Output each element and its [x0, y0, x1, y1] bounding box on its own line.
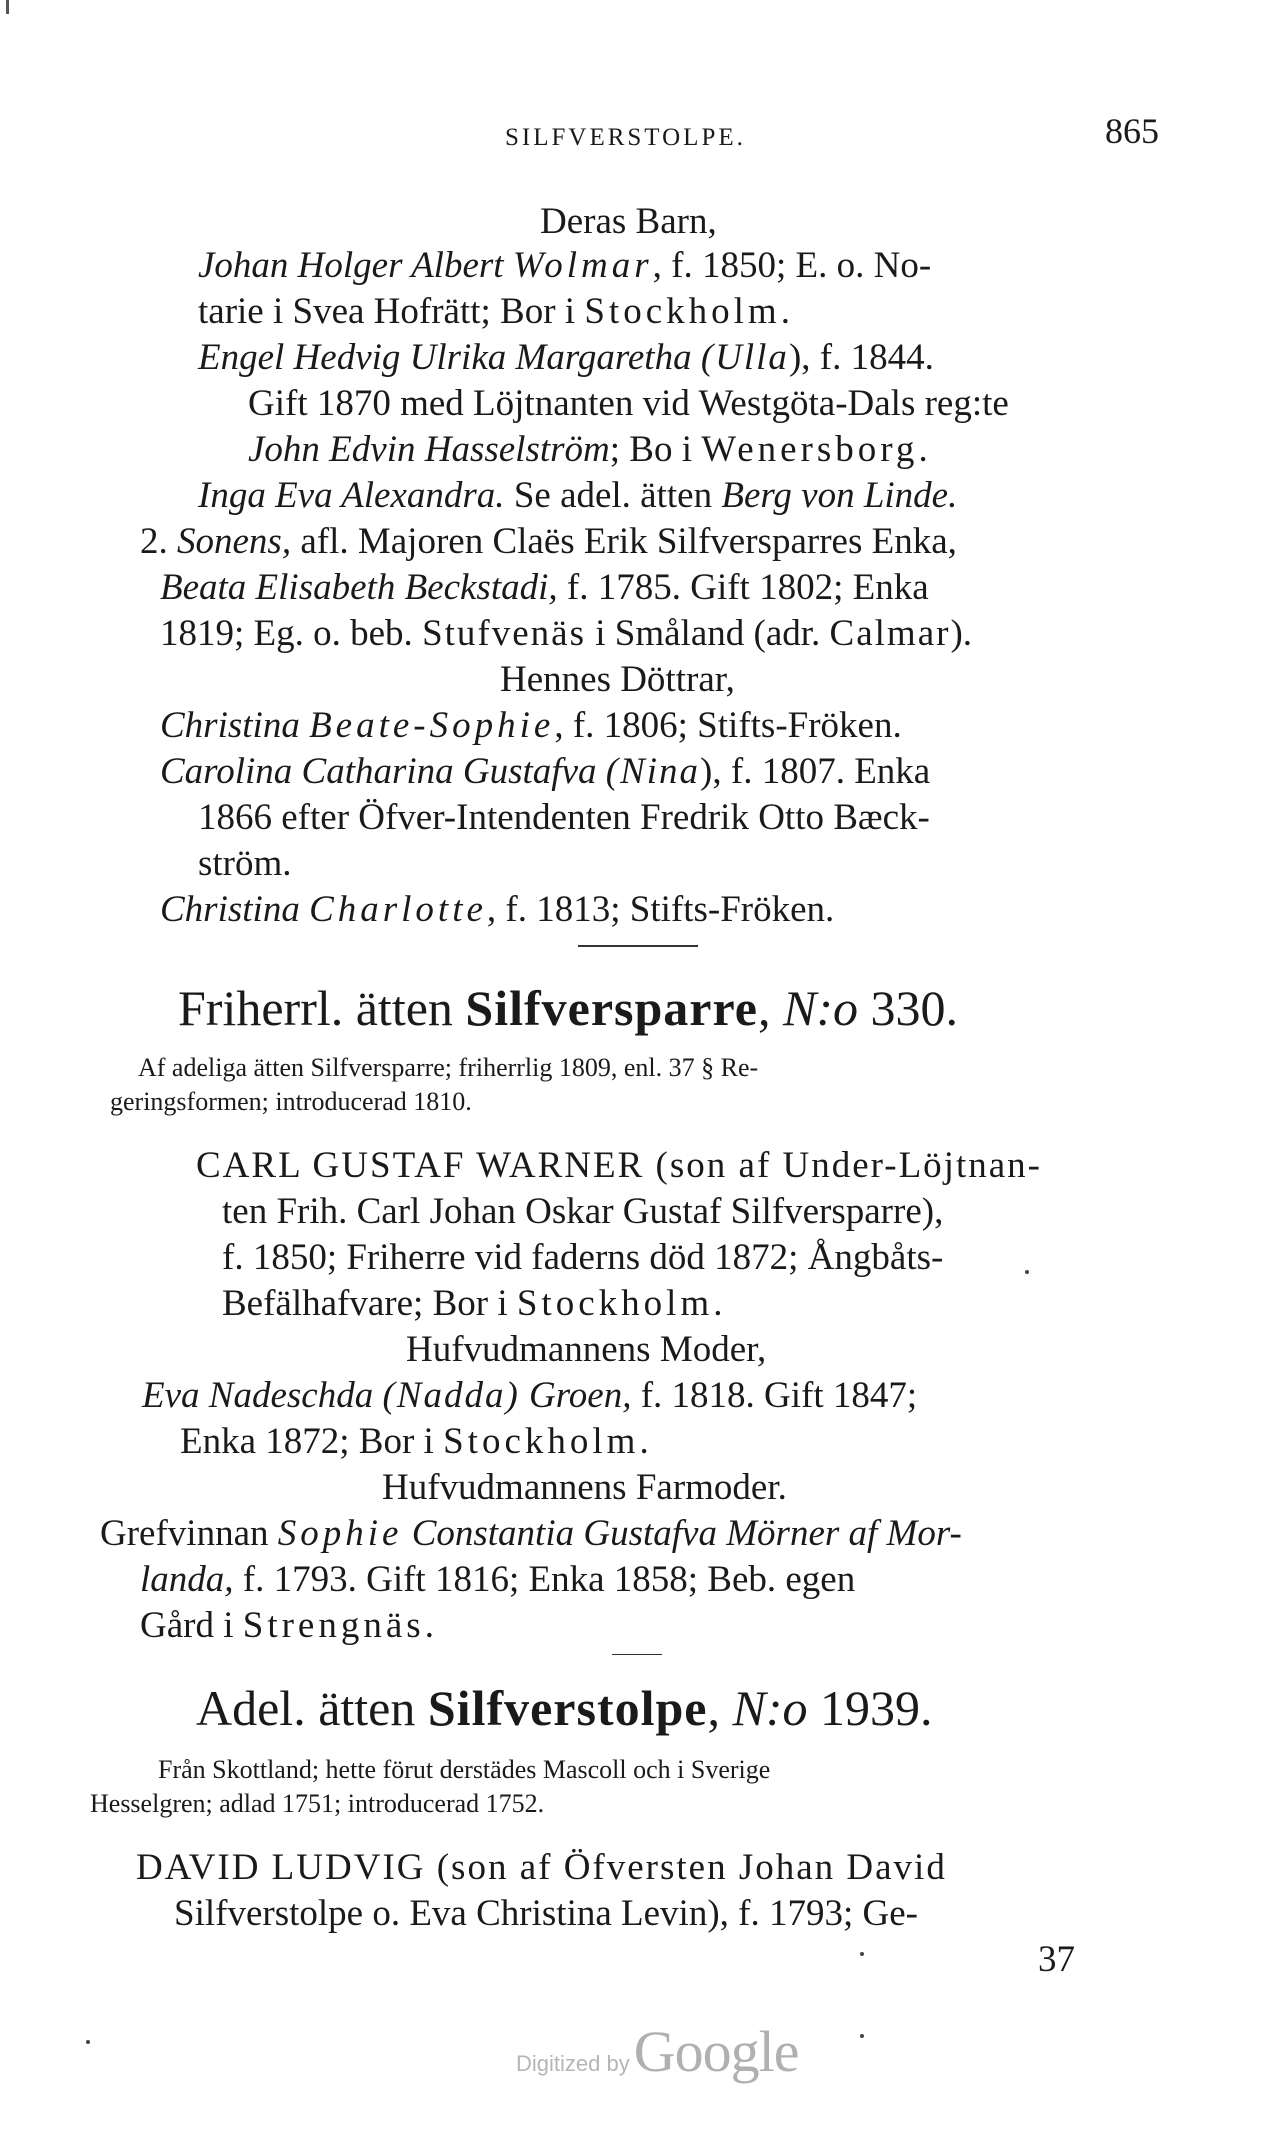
- person-callname: Sophie: [277, 1513, 403, 1554]
- family-name: Berg von Linde.: [721, 475, 958, 516]
- section-intro-line: Af adeliga ätten Silfversparre; friherrlig 1809, enl. 37 § Re-: [138, 1053, 759, 1082]
- text-line: f. 1850; Friherre vid faderns död 1872; Ångbåts-: [222, 1237, 944, 1278]
- text-line: 2. Sonens, afl. Majoren Claës Erik Silfversparres Enka,: [140, 521, 957, 562]
- person-name: Carolina Catharina Gustafva: [160, 751, 597, 792]
- text-line: CARL GUSTAF WARNER (son af Under-Löjtnan-: [196, 1145, 1042, 1186]
- place-name: Strengnäs: [242, 1605, 425, 1646]
- subheading-hufvudmannens-moder: Hufvudmannens Moder,: [406, 1329, 767, 1370]
- digitized-watermark: [516, 2018, 798, 2085]
- person-name: Christina: [160, 705, 300, 746]
- text-line: Johan Holger Albert Wolmar, f. 1850; E. o. No-: [198, 245, 932, 286]
- person-name: Inga Eva Alexandra.: [198, 475, 505, 516]
- text-line: Engel Hedvig Ulrika Margaretha (Ulla), f. 1844.: [198, 337, 934, 378]
- section-intro-line: Från Skottland; hette förut derstädes Mascoll och i Sverige: [158, 1755, 771, 1784]
- person-callname: (Nadda): [382, 1375, 520, 1416]
- text-line: Inga Eva Alexandra. Se adel. ätten Berg von Linde.: [198, 475, 958, 516]
- watermark-prefix: Digitized by: [516, 2051, 630, 2076]
- person-callname: (Ulla: [700, 337, 789, 378]
- section-intro-line: Hesselgren; adlad 1751; introducerad 1752.: [90, 1789, 545, 1818]
- place-name: Wenersborg: [701, 429, 919, 470]
- signature-mark: 37: [1038, 1939, 1075, 1980]
- section-divider: [612, 1654, 662, 1655]
- text-line: John Edvin Hasselström; Bo i Wenersborg.: [248, 429, 928, 470]
- speck: [860, 2034, 864, 2038]
- speck: [860, 1952, 864, 1956]
- speck: [86, 2040, 90, 2044]
- place-name: Stockholm: [584, 291, 781, 332]
- text-line: Gift 1870 med Löjtnanten vid Westgöta-Dals reg:te: [248, 383, 1009, 424]
- text-line: ström.: [198, 843, 292, 884]
- text-line: Eva Nadeschda (Nadda) Groen, f. 1818. Gift 1847;: [142, 1375, 918, 1416]
- place-name: Stockholm: [443, 1421, 640, 1462]
- text-line: Beata Elisabeth Beckstadi, f. 1785. Gift 1802; Enka: [160, 567, 929, 608]
- subheading-hennes-dottrar: Hennes Döttrar,: [500, 659, 735, 700]
- family-title: Silfverstolpe: [427, 1680, 708, 1736]
- text-line: 1819; Eg. o. beb. Stufvenäs i Småland (adr. Calmar).: [160, 613, 973, 654]
- text-line: landa, f. 1793. Gift 1816; Enka 1858; Beb. egen: [140, 1559, 856, 1600]
- scan-edge-mark: [6, 0, 9, 14]
- estate-name: Stufvenäs: [422, 613, 586, 654]
- text-line: Befälhafvare; Bor i Stockholm.: [222, 1283, 723, 1324]
- running-header: SILFVERSTOLPE.: [505, 124, 746, 151]
- page-number: 865: [1105, 111, 1159, 151]
- person-callname: Beate-Sophie: [309, 705, 555, 746]
- subheading-hufvudmannens-farmoder: Hufvudmannens Farmoder.: [382, 1467, 787, 1508]
- person-surname: Groen,: [529, 1375, 632, 1416]
- text-line: Silfverstolpe o. Eva Christina Levin), f. 1793; Ge-: [174, 1893, 918, 1934]
- person-callname: Charlotte: [309, 889, 487, 930]
- subheading-deras-barn: Deras Barn,: [540, 201, 717, 242]
- section-heading-silfverstolpe: Adel. ätten Silfverstolpe, N:o 1939.: [196, 1680, 933, 1736]
- text-line: Gård i Strengnäs.: [140, 1605, 434, 1646]
- person-name: Beata Elisabeth Beckstadi,: [160, 567, 558, 608]
- place-name: Calmar: [829, 613, 951, 654]
- section-heading-silfversparre: Friherrl. ätten Silfversparre, N:o 330.: [178, 980, 958, 1036]
- text-line: DAVID LUDVIG (son af Öfversten Johan David: [136, 1847, 947, 1888]
- place-name: Stockholm: [516, 1283, 714, 1324]
- family-title: Silfversparre: [465, 980, 758, 1036]
- person-callname: (Nina: [605, 751, 701, 792]
- person-name: Engel Hedvig Ulrika Margaretha: [198, 337, 692, 378]
- person-name: Christina: [160, 889, 300, 930]
- text-line: Christina Beate-Sophie, f. 1806; Stifts-Fröken.: [160, 705, 902, 746]
- text-line: Enka 1872; Bor i Stockholm.: [180, 1421, 649, 1462]
- text-line: Christina Charlotte, f. 1813; Stifts-Fröken.: [160, 889, 835, 930]
- section-divider: [578, 945, 698, 947]
- section-intro-line: geringsformen; introducerad 1810.: [110, 1087, 472, 1116]
- text-line: Grefvinnan Sophie Constantia Gustafva Mörner af Mor-: [100, 1513, 962, 1554]
- speck: [1025, 1270, 1029, 1274]
- google-logo: Google: [633, 2019, 799, 2084]
- text-line: Carolina Catharina Gustafva (Nina), f. 1807. Enka: [160, 751, 931, 792]
- text-line: ten Frih. Carl Johan Oskar Gustaf Silfversparre),: [222, 1191, 944, 1232]
- person-name: Eva Nadeschda: [142, 1375, 374, 1416]
- person-callname: Wolmar: [512, 245, 653, 286]
- person-name: Constantia Gustafva Mörner af Mor-: [411, 1513, 962, 1554]
- text-line: tarie i Svea Hofrätt; Bor i Stockholm.: [198, 291, 790, 332]
- text-line: 1866 efter Öfver-Intendenten Fredrik Otto Bæck-: [198, 797, 930, 838]
- person-name: John Edvin Hasselström: [248, 429, 610, 470]
- person-name: Johan Holger Albert: [198, 245, 504, 286]
